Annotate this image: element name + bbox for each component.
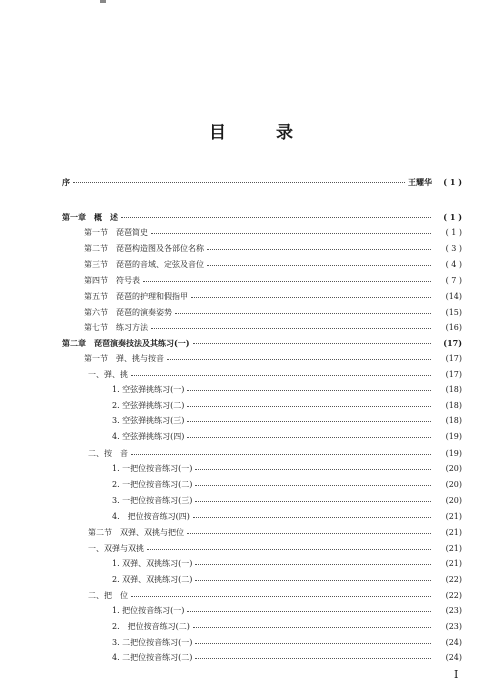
dot-leader (187, 604, 431, 612)
toc-entry-label: 第七节 练习方法 (84, 323, 148, 332)
dot-leader (131, 447, 431, 455)
toc-entry-label: 4. 空弦弹挑练习(四) (112, 432, 185, 441)
toc-entry[interactable] (62, 526, 462, 540)
toc-entry-page: (19) (445, 449, 462, 458)
toc-entry[interactable] (62, 226, 462, 240)
dot-leader (195, 557, 431, 565)
toc-entry[interactable] (62, 494, 462, 508)
dot-leader (195, 494, 431, 502)
toc-entry[interactable] (62, 430, 462, 444)
toc-entry-page: ( 4 ) (445, 260, 462, 269)
toc-entry-page: (16) (445, 323, 462, 332)
toc-entry-label: 4. 二把位按音练习(二) (112, 653, 193, 662)
toc-entry-page: (17) (445, 370, 462, 379)
toc-entry[interactable] (62, 589, 462, 603)
toc-entry-label: 一、双弹与双挑 (88, 544, 144, 553)
toc-entry-page: ( 1 ) (445, 228, 462, 237)
toc-entry[interactable] (62, 306, 462, 320)
dot-leader (121, 210, 431, 218)
toc-entry-page: (14) (445, 292, 462, 301)
toc-entry-page: ( 7 ) (445, 276, 462, 285)
toc-entry-author: 王耀华 (408, 177, 432, 187)
dot-leader (191, 290, 431, 298)
dot-leader (151, 226, 431, 234)
toc-entry[interactable] (62, 383, 462, 397)
toc-entry[interactable] (62, 651, 462, 665)
dot-leader (193, 620, 431, 628)
dot-leader (175, 306, 431, 314)
toc-entry[interactable] (62, 336, 462, 350)
page-title-char-2: 录 (276, 123, 295, 143)
toc-entry-page: (23) (445, 606, 462, 615)
toc-entry[interactable] (62, 510, 462, 524)
toc-entry-label: 序 (62, 177, 70, 187)
toc-entry-label: 3. 一把位按音练习(三) (112, 496, 193, 505)
toc-entry-label: 3. 二把位按音练习(一) (112, 638, 193, 647)
page-title-char-1: 目 (209, 123, 228, 143)
dot-leader (187, 383, 431, 391)
toc-entry-page: (20) (445, 480, 462, 489)
toc-entry-page: (22) (445, 591, 462, 600)
dot-leader (193, 336, 431, 344)
toc-entry-page: (21) (445, 544, 462, 553)
toc-entry-label: 1. 空弦弹挑练习(一) (112, 385, 185, 394)
toc-entry-label: 2. 把位按音练习(二) (112, 622, 190, 631)
toc-entry-label: 二、按 音 (88, 449, 128, 458)
toc-entry-label: 第一章 概 述 (62, 212, 118, 222)
toc-entry-label: 二、把 位 (88, 591, 128, 600)
toc-entry-page: ( 3 ) (445, 244, 462, 253)
toc-entry-label: 2. 双弹、双挑练习(二) (112, 575, 193, 584)
dot-leader (131, 589, 431, 597)
dot-leader (187, 430, 431, 438)
toc-entry-page: (22) (445, 575, 462, 584)
toc-entry-label: 1. 双弹、双挑练习(一) (112, 559, 193, 568)
toc-entry-page: (21) (445, 559, 462, 568)
toc-entry[interactable] (62, 478, 462, 492)
toc-entry[interactable] (62, 290, 462, 304)
toc-entry[interactable] (62, 447, 462, 461)
toc-entry-page: ( 1 ) (443, 212, 462, 222)
dot-leader (207, 258, 431, 266)
toc-entry-page: (19) (445, 432, 462, 441)
toc-entry-label: 2. 一把位按音练习(二) (112, 480, 193, 489)
toc-entry[interactable] (62, 210, 462, 224)
toc-entry-label: 2. 空弦弹挑练习(二) (112, 401, 185, 410)
toc-entry[interactable] (62, 573, 462, 587)
toc-entry[interactable] (62, 175, 462, 189)
toc-entry-page: (18) (445, 416, 462, 425)
toc-entry[interactable] (62, 242, 462, 256)
dot-leader (207, 242, 431, 250)
toc-entry-label: 第五节 琵琶的护理和假指甲 (84, 292, 188, 301)
toc-entry-label: 第二节 琵琶构造图及各部位名称 (84, 244, 204, 253)
dot-leader (151, 321, 431, 329)
toc-entry-page: (18) (445, 401, 462, 410)
toc-entry-label: 第一节 弹、挑与按音 (84, 354, 164, 363)
page-title (0, 118, 504, 143)
toc-entry-label: 1. 一把位按音练习(一) (112, 464, 193, 473)
toc-entry-label: 第一节 琵琶简史 (84, 228, 148, 237)
toc-entry-label: 第二节 双弹、双挑与把位 (88, 528, 184, 537)
toc-entry-page: (20) (445, 496, 462, 505)
toc-entry-page: (21) (445, 528, 462, 537)
toc-entry-page: (20) (445, 464, 462, 473)
toc-entry-label: 第六节 琵琶的演奏姿势 (84, 308, 172, 317)
toc-entry-label: 一、弹、挑 (88, 370, 128, 379)
dot-leader (187, 526, 431, 534)
corner-scan-mark (100, 0, 106, 3)
toc-entry[interactable] (62, 557, 462, 571)
dot-leader (187, 399, 431, 407)
toc-entry-label: 第三节 琵琶的音域、定弦及音位 (84, 260, 204, 269)
page-number: I (454, 668, 459, 681)
toc-entry[interactable] (62, 258, 462, 272)
toc-entry-page: (21) (445, 512, 462, 521)
toc-entry-label: 3. 空弦弹挑练习(三) (112, 416, 185, 425)
dot-leader (143, 274, 431, 282)
toc-entry-label: 第二章 琵琶演奏技法及其练习(一) (62, 338, 190, 348)
dot-leader (131, 368, 431, 376)
toc-entry-page: (24) (445, 653, 462, 662)
dot-leader (195, 478, 431, 486)
toc-entry[interactable] (62, 636, 462, 650)
toc-entry-page: (24) (445, 638, 462, 647)
toc-entry[interactable] (62, 462, 462, 476)
dot-leader (195, 573, 431, 581)
toc-entry[interactable] (62, 399, 462, 413)
toc-entry-page: ( 1 ) (443, 177, 462, 187)
toc-entry[interactable] (62, 321, 462, 335)
toc-entry-page: (17) (445, 354, 462, 363)
dot-leader (167, 352, 431, 360)
toc-entry[interactable] (62, 604, 462, 618)
toc-entry[interactable] (62, 620, 462, 634)
toc-entry-label: 第四节 符号表 (84, 276, 140, 285)
toc-entry[interactable] (62, 414, 462, 428)
toc-entry-page: (23) (445, 622, 462, 631)
toc-entry-page: (17) (443, 338, 462, 348)
dot-leader (193, 510, 431, 518)
toc-entry-page: (18) (445, 385, 462, 394)
dot-leader (195, 462, 431, 470)
toc-entry[interactable] (62, 352, 462, 366)
dot-leader (195, 651, 431, 659)
dot-leader (147, 542, 431, 550)
dot-leader (195, 636, 431, 644)
toc-entry[interactable] (62, 274, 462, 288)
toc-entry-label: 1. 把位按音练习(一) (112, 606, 185, 615)
dot-leader (73, 175, 405, 183)
toc-entry[interactable] (62, 542, 462, 556)
toc-entry-label: 4. 把位按音练习(四) (112, 512, 190, 521)
toc-entry[interactable] (62, 368, 462, 382)
toc-entry-page: (15) (445, 308, 462, 317)
dot-leader (187, 414, 431, 422)
